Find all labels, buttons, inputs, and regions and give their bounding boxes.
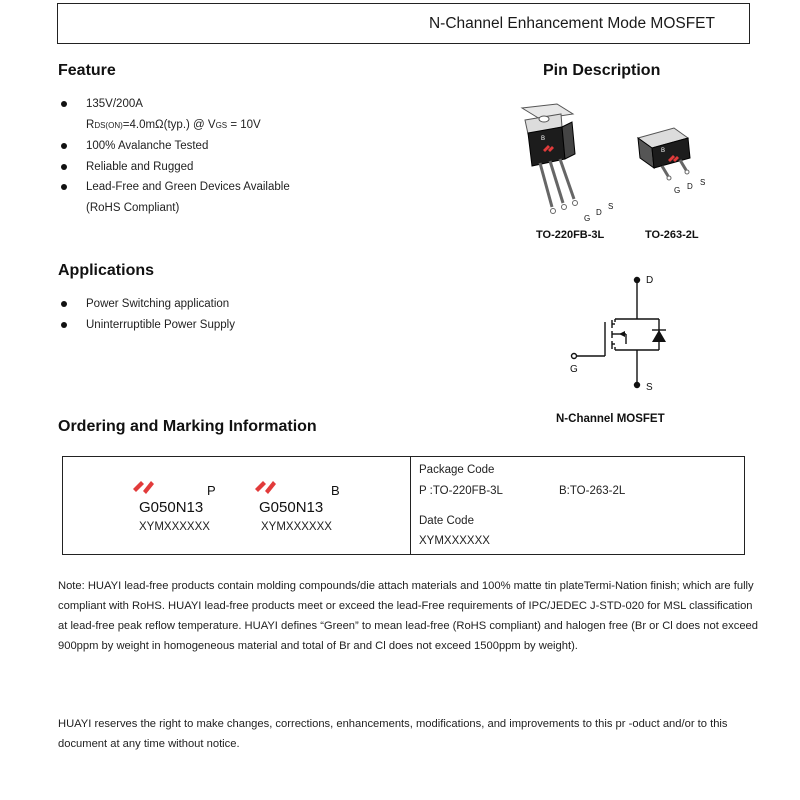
mark-date-code: XYMXXXXXX xyxy=(139,521,210,533)
vgs-subscript: GS xyxy=(215,120,228,130)
rds-subscript: DS(ON) xyxy=(94,120,123,130)
ordering-table xyxy=(62,456,745,555)
svg-text:B: B xyxy=(541,136,546,142)
applications-heading: Applications xyxy=(58,262,155,279)
header-box xyxy=(57,3,750,44)
list-item xyxy=(58,294,378,315)
list-item xyxy=(58,94,378,115)
bullet-icon xyxy=(61,184,67,190)
feature-item: 100% Avalanche Tested xyxy=(86,140,209,152)
rds-condition: = 10V xyxy=(227,118,261,131)
mark-letter-p: P xyxy=(207,483,216,498)
date-code-value: XYMXXXXXX xyxy=(419,535,490,547)
pin-description-heading: Pin Description xyxy=(543,62,661,79)
huayi-logo-icon xyxy=(131,475,159,495)
schematic-caption: N-Channel MOSFET xyxy=(556,413,665,425)
mark-part-number: G050N13 xyxy=(139,499,204,516)
ordering-heading: Ordering and Marking Information xyxy=(58,418,317,435)
svg-text:B: B xyxy=(661,148,666,154)
bullet-icon xyxy=(61,322,67,328)
mark-part-number: G050N13 xyxy=(259,499,324,516)
applications-list xyxy=(58,294,378,335)
to263-pin-s: S xyxy=(700,178,706,187)
schematic-source-label: S xyxy=(646,382,653,393)
date-code-label: Date Code xyxy=(419,515,474,527)
to220-pin-d: D xyxy=(596,208,602,217)
application-item: Uninterruptible Power Supply xyxy=(86,318,235,331)
bullet-icon xyxy=(61,143,67,149)
mark-letter-b: B xyxy=(331,483,340,498)
ordering-divider xyxy=(410,457,411,554)
disclaimer-note: HUAYI reserves the right to make changes, corrections, enhancements, modifications, and improvements to this pr -oduct and/or to this document at any time without notice. xyxy=(58,718,728,750)
to263-package-drawing xyxy=(630,120,710,190)
rds-symbol: R xyxy=(86,118,95,131)
to220-label: TO-220FB-3L xyxy=(536,229,605,241)
document-title: N-Channel Enhancement Mode MOSFET xyxy=(428,15,715,32)
feature-item: Reliable and Rugged xyxy=(86,160,194,173)
schematic-gate-label: G xyxy=(570,364,578,375)
list-item xyxy=(58,157,378,178)
list-item xyxy=(58,315,378,336)
huayi-logo-icon xyxy=(253,475,281,495)
bullet-icon xyxy=(61,164,67,170)
rohs-note: Note: HUAYI lead-free products contain molding compounds/die attach materials and 100% matte tin plateTermi-Nation finish; which are fully compliant with RoHS. HUAYI lead-free products meet or exceed the lead-Free requirements of IPC/JEDEC J-STD-020 for MSL classification at lead-free peak reflow temperature. HUAYI defines “Green” to mean lead-free (RoHS compliant) and halogen free (Br or Cl does not exceed 900ppm by weight in homogeneous material and total of Br and Cl does not exceed 1500ppm by weight). xyxy=(58,580,758,652)
list-item xyxy=(58,136,378,157)
disclaimer-section xyxy=(58,714,758,754)
to263-pin-g: G xyxy=(674,186,681,195)
package-code-b: B:TO-263-2L xyxy=(559,485,626,497)
feature-heading: Feature xyxy=(58,62,116,79)
list-item xyxy=(58,198,378,219)
rating-text: 135V/200A xyxy=(86,98,143,110)
to263-pin-d: D xyxy=(687,182,693,191)
rds-value: =4.0mΩ(typ.) @ V xyxy=(122,118,216,131)
package-code-p: P :TO-220FB-3L xyxy=(419,485,503,497)
application-item: Power Switching application xyxy=(86,298,230,310)
feature-list xyxy=(58,94,378,218)
to220-pin-g: G xyxy=(584,214,591,223)
feature-item: Lead-Free and Green Devices Available xyxy=(86,181,290,193)
schematic-drain-label: D xyxy=(646,275,654,286)
note-section xyxy=(58,576,758,656)
mosfet-schematic-icon xyxy=(560,270,690,400)
mark-date-code: XYMXXXXXX xyxy=(261,521,332,533)
bullet-icon xyxy=(61,101,67,107)
list-item xyxy=(58,177,378,198)
to263-label: TO-263-2L xyxy=(645,229,699,241)
to220-body-icon xyxy=(522,104,575,166)
bullet-icon xyxy=(61,301,67,307)
to220-leads-icon xyxy=(540,159,574,207)
to220-pin-s: S xyxy=(608,202,614,211)
rohs-text: (RoHS Compliant) xyxy=(86,201,180,214)
list-item xyxy=(58,115,378,137)
package-code-label: Package Code xyxy=(419,464,495,476)
